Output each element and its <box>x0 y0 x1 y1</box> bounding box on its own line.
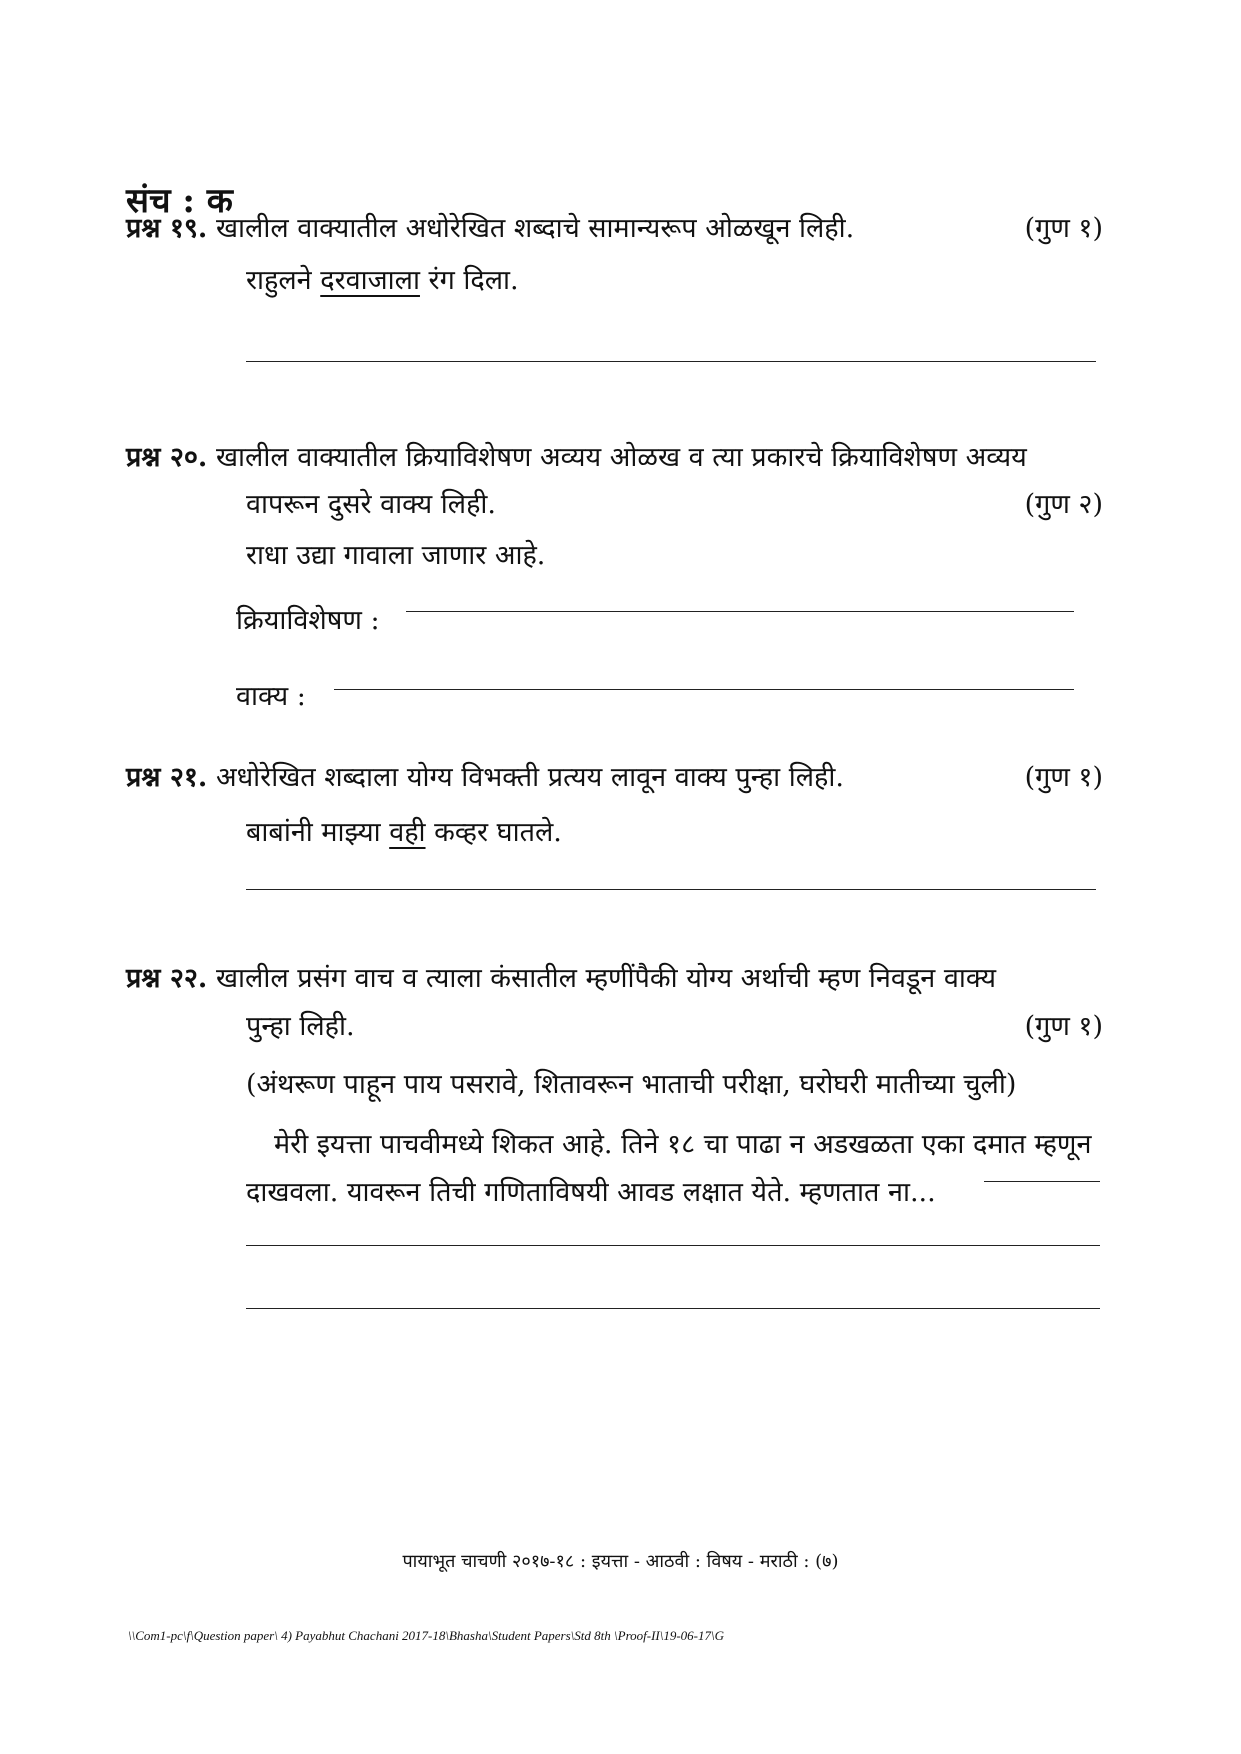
q20-text-line2: वापरून दुसरे वाक्य लिही. <box>246 489 497 520</box>
q19-prompt <box>126 208 854 245</box>
q21-text: अधोरेखित शब्दाला योग्य विभक्ती प्रत्यय लावून वाक्य पुन्हा लिही. <box>215 762 844 793</box>
q22-text-line2: पुन्हा लिही. <box>246 1011 355 1042</box>
q22-passage-line2: दाखवला. यावरून तिची गणिताविषयी आवड लक्षात येते. म्हणतात ना... <box>246 1177 936 1208</box>
q19-sentence-before: राहुलने <box>246 265 321 296</box>
q20-adverb-answer-line[interactable] <box>406 611 1074 612</box>
q19-underlined-word: दरवाजाला <box>320 265 420 296</box>
q21-sentence <box>246 812 562 849</box>
q22-proverb-options: (अंथरूण पाहून पाय पसरावे, शितावरून भाताची परीक्षा, घरोघरी मातीच्या चुली) <box>246 1069 1017 1100</box>
q22-number: प्रश्न २२. <box>126 963 208 994</box>
q20-sentence-label: वाक्य : <box>236 681 306 712</box>
page-footer: पायाभूत चाचणी २०१७-१८ : इयत्ता - आठवी : विषय - मराठी : (७) <box>402 1551 839 1572</box>
q20-marks: (गुण २) <box>1024 489 1103 520</box>
q21-marks: (गुण १) <box>1024 762 1103 793</box>
q22-answer-line-1[interactable] <box>246 1245 1100 1246</box>
q21-prompt <box>126 757 844 794</box>
q22-inline-answer-line[interactable] <box>984 1181 1100 1182</box>
q22-text-line1: खालील प्रसंग वाच व त्याला कंसातील म्हणींपैकी योग्य अर्थाची म्हण निवडून वाक्य <box>215 963 996 994</box>
q19-number: प्रश्न १९. <box>126 213 208 244</box>
q19-marks: (गुण १) <box>1024 213 1103 244</box>
q22-marks: (गुण १) <box>1024 1011 1103 1042</box>
q22-prompt <box>126 958 996 995</box>
q19-sentence-after: रंग दिला. <box>419 265 519 296</box>
q20-sentence: राधा उद्या गावाला जाणार आहे. <box>246 540 546 571</box>
q20-text-line1: खालील वाक्यातील क्रियाविशेषण अव्यय ओळख व त्या प्रकारचे क्रियाविशेषण अव्यय <box>215 442 1027 473</box>
q19-text: खालील वाक्यातील अधोरेखित शब्दाचे सामान्यरूप ओळखून लिही. <box>215 213 855 244</box>
q20-number: प्रश्न २०. <box>126 442 208 473</box>
q20-prompt <box>126 437 1027 474</box>
q19-sentence <box>246 260 519 297</box>
q21-underlined-word: वही <box>389 817 426 848</box>
q21-sentence-before: बाबांनी माझ्या <box>246 817 390 848</box>
file-path: \\Com1-pc\f\Question paper\ 4) Payabhut Chachani 2017-18\Bhasha\Student Papers\Std 8th \Proof-II\19-06-17\G <box>128 1628 725 1643</box>
q20-sentence-answer-line[interactable] <box>334 689 1074 690</box>
q21-answer-line[interactable] <box>246 889 1096 890</box>
q22-passage-line1: मेरी इयत्ता पाचवीमध्ये शिकत आहे. तिने १८ चा पाढा न अडखळता एका दमात म्हणून <box>274 1129 1092 1160</box>
q21-number: प्रश्न २१. <box>126 762 208 793</box>
set-title: संच : क <box>126 181 233 221</box>
q19-answer-line[interactable] <box>246 361 1096 362</box>
q22-answer-line-2[interactable] <box>246 1308 1100 1309</box>
q21-sentence-after: कव्हर घातले. <box>425 817 562 848</box>
q20-adverb-label: क्रियाविशेषण : <box>236 605 380 636</box>
